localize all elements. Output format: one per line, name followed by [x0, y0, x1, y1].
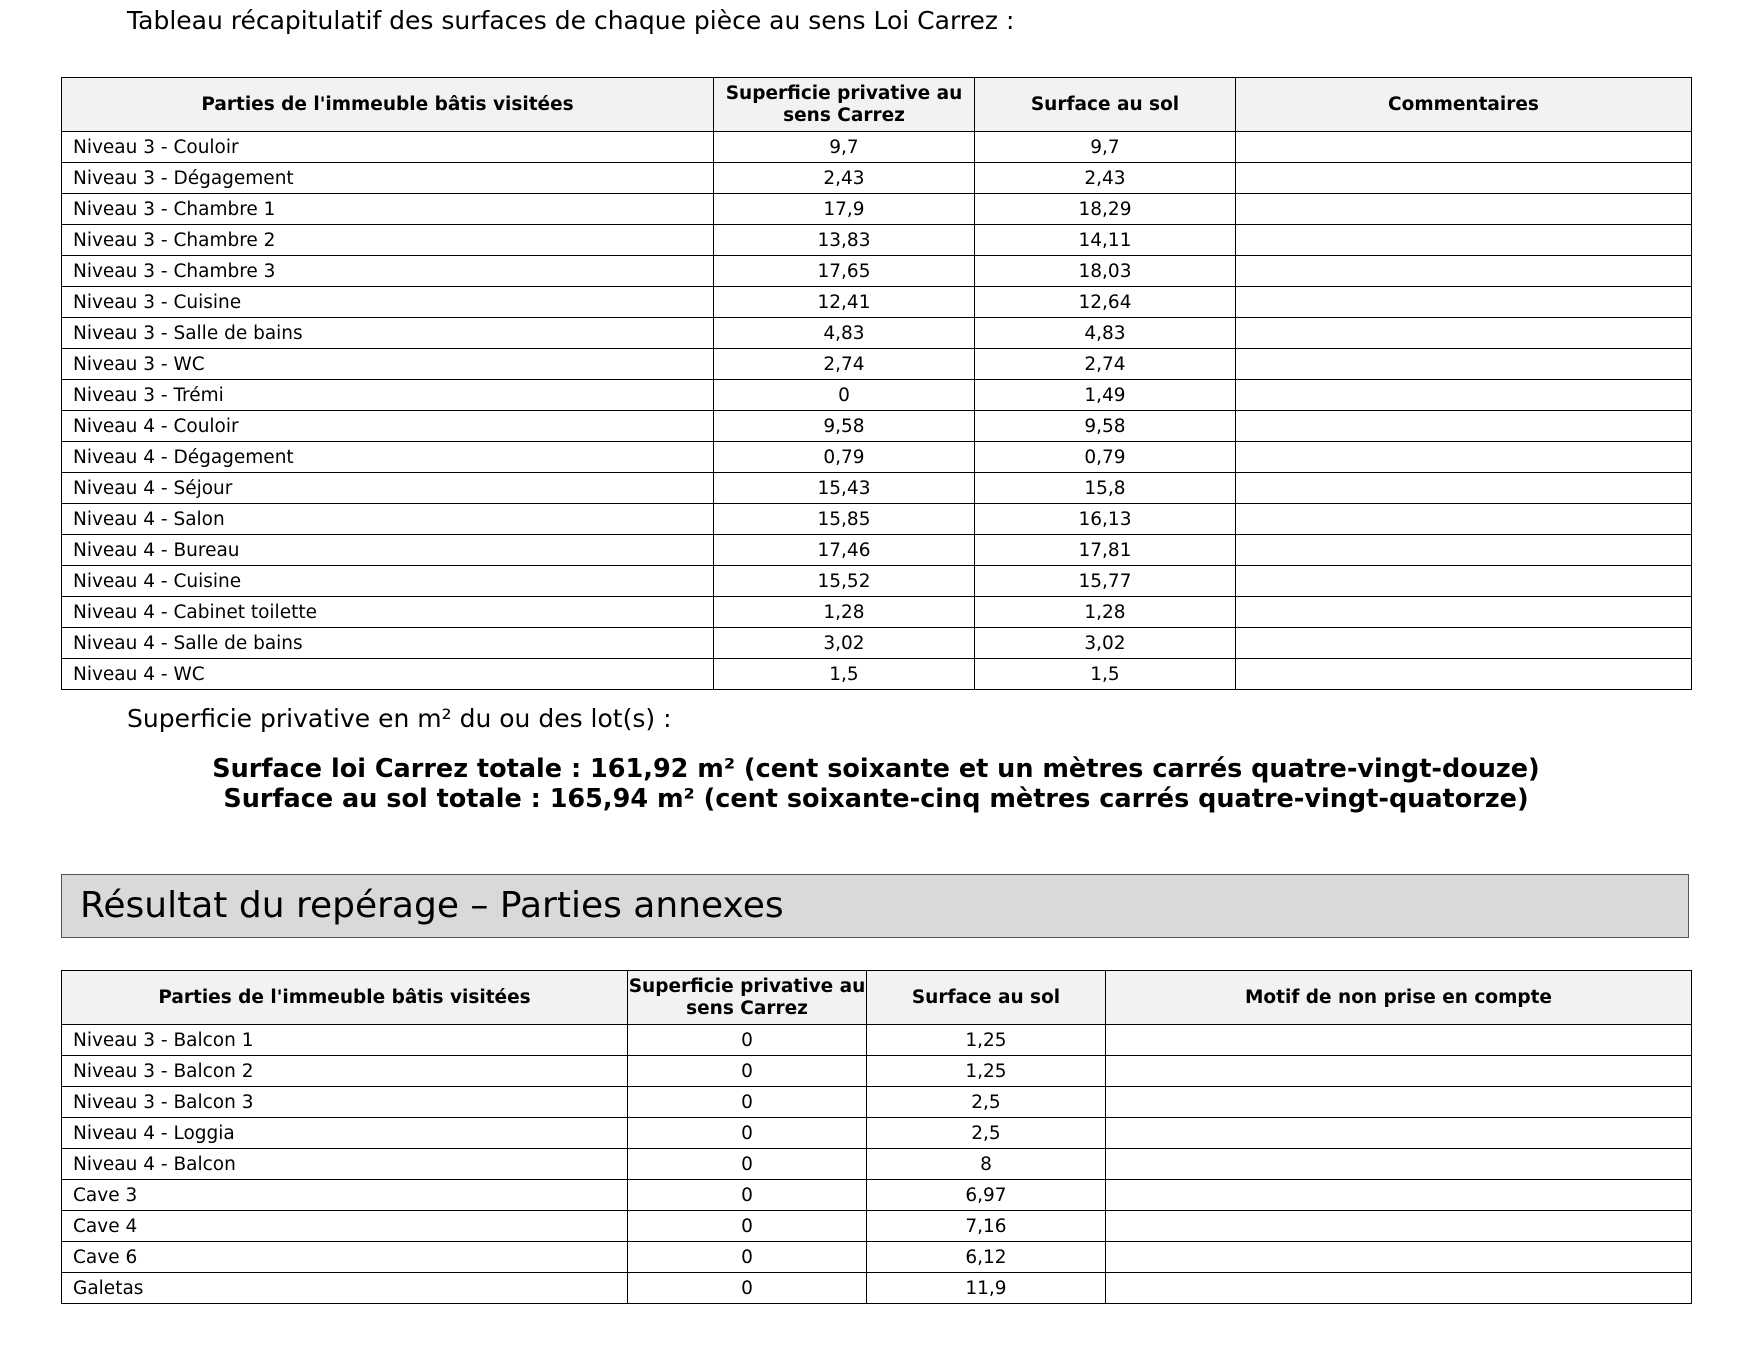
- table-row: [62, 194, 1692, 225]
- comment-cell: [1236, 380, 1692, 411]
- comment-cell: [1236, 442, 1692, 473]
- sol-value: 1,49: [975, 380, 1236, 411]
- sol-value: 6,12: [867, 1242, 1106, 1273]
- table-row: [62, 442, 1692, 473]
- col-header-carrez: Superficie privative au sens Carrez: [628, 971, 867, 1025]
- table-row: [62, 380, 1692, 411]
- carrez-value: 1,28: [714, 597, 975, 628]
- carrez-value: 17,65: [714, 256, 975, 287]
- table-row: [62, 535, 1692, 566]
- carrez-surface-table: [61, 77, 1692, 690]
- sol-value: 12,64: [975, 287, 1236, 318]
- carrez-value: 0,79: [714, 442, 975, 473]
- table-row: [62, 628, 1692, 659]
- section-header-annexes: [61, 874, 1689, 938]
- carrez-value: 0: [628, 1056, 867, 1087]
- carrez-value: 4,83: [714, 318, 975, 349]
- sol-value: 4,83: [975, 318, 1236, 349]
- table-row: [62, 1149, 1692, 1180]
- motif-cell: [1106, 1180, 1692, 1211]
- comment-cell: [1236, 566, 1692, 597]
- annex-name: Niveau 4 - Balcon: [62, 1149, 628, 1180]
- comment-cell: [1236, 628, 1692, 659]
- motif-cell: [1106, 1118, 1692, 1149]
- table-row: [62, 256, 1692, 287]
- col-header-sol: Surface au sol: [975, 78, 1236, 132]
- sol-value: 0,79: [975, 442, 1236, 473]
- col-header-parties: Parties de l'immeuble bâtis visitées: [62, 78, 714, 132]
- comment-cell: [1236, 132, 1692, 163]
- room-name: Niveau 3 - Dégagement: [62, 163, 714, 194]
- carrez-value: 0: [714, 380, 975, 411]
- table-row: [62, 473, 1692, 504]
- carrez-value: 15,85: [714, 504, 975, 535]
- col-header-sol: Surface au sol: [867, 971, 1106, 1025]
- table-row: [62, 1118, 1692, 1149]
- sol-value: 1,28: [975, 597, 1236, 628]
- carrez-value: 3,02: [714, 628, 975, 659]
- table-row: [62, 1273, 1692, 1304]
- room-name: Niveau 3 - Cuisine: [62, 287, 714, 318]
- motif-cell: [1106, 1025, 1692, 1056]
- annex-name: Niveau 3 - Balcon 2: [62, 1056, 628, 1087]
- room-name: Niveau 4 - Bureau: [62, 535, 714, 566]
- room-name: Niveau 3 - Trémi: [62, 380, 714, 411]
- total-sol: Surface au sol totale : 165,94 m² (cent soixante-cinq mètres carrés quatre-vingt-quatorze): [223, 784, 1529, 814]
- table-row: [62, 504, 1692, 535]
- sol-value: 17,81: [975, 535, 1236, 566]
- table-row: [62, 566, 1692, 597]
- totals-block: [61, 754, 1691, 814]
- comment-cell: [1236, 504, 1692, 535]
- sol-value: 7,16: [867, 1211, 1106, 1242]
- table-row: [62, 1025, 1692, 1056]
- comment-cell: [1236, 659, 1692, 690]
- section-title: Résultat du repérage – Parties annexes: [80, 885, 784, 926]
- carrez-value: 12,41: [714, 287, 975, 318]
- sol-value: 18,03: [975, 256, 1236, 287]
- carrez-value: 9,7: [714, 132, 975, 163]
- carrez-value: 0: [628, 1273, 867, 1304]
- comment-cell: [1236, 597, 1692, 628]
- comment-cell: [1236, 411, 1692, 442]
- table-row: [62, 225, 1692, 256]
- sol-value: 3,02: [975, 628, 1236, 659]
- table-row: [62, 1087, 1692, 1118]
- carrez-value: 0: [628, 1118, 867, 1149]
- table-row: [62, 659, 1692, 690]
- table-row: [62, 597, 1692, 628]
- carrez-value: 0: [628, 1242, 867, 1273]
- sol-value: 1,25: [867, 1025, 1106, 1056]
- comment-cell: [1236, 349, 1692, 380]
- sol-value: 2,5: [867, 1087, 1106, 1118]
- carrez-value: 17,9: [714, 194, 975, 225]
- room-name: Niveau 4 - WC: [62, 659, 714, 690]
- sol-value: 1,25: [867, 1056, 1106, 1087]
- sol-value: 1,5: [975, 659, 1236, 690]
- sol-value: 18,29: [975, 194, 1236, 225]
- annex-name: Galetas: [62, 1273, 628, 1304]
- table-row: [62, 411, 1692, 442]
- col-header-motif: Motif de non prise en compte: [1106, 971, 1692, 1025]
- room-name: Niveau 4 - Cuisine: [62, 566, 714, 597]
- motif-cell: [1106, 1242, 1692, 1273]
- annex-name: Cave 6: [62, 1242, 628, 1273]
- col-header-commentaires: Commentaires: [1236, 78, 1692, 132]
- table-row: [62, 318, 1692, 349]
- comment-cell: [1236, 256, 1692, 287]
- carrez-value: 1,5: [714, 659, 975, 690]
- motif-cell: [1106, 1273, 1692, 1304]
- carrez-value: 17,46: [714, 535, 975, 566]
- motif-cell: [1106, 1149, 1692, 1180]
- annex-name: Niveau 3 - Balcon 3: [62, 1087, 628, 1118]
- room-name: Niveau 3 - Chambre 1: [62, 194, 714, 225]
- room-name: Niveau 4 - Couloir: [62, 411, 714, 442]
- carrez-value: 2,74: [714, 349, 975, 380]
- room-name: Niveau 4 - Séjour: [62, 473, 714, 504]
- comment-cell: [1236, 194, 1692, 225]
- table-row: [62, 1211, 1692, 1242]
- table-row: [62, 163, 1692, 194]
- comment-cell: [1236, 318, 1692, 349]
- carrez-value: 0: [628, 1087, 867, 1118]
- room-name: Niveau 4 - Cabinet toilette: [62, 597, 714, 628]
- sol-value: 2,5: [867, 1118, 1106, 1149]
- annex-name: Cave 4: [62, 1211, 628, 1242]
- carrez-value: 0: [628, 1149, 867, 1180]
- sol-value: 2,43: [975, 163, 1236, 194]
- col-header-carrez: Superficie privative au sens Carrez: [714, 78, 975, 132]
- lot-surface-label: Superficie privative en m² du ou des lot(s) :: [127, 704, 672, 733]
- carrez-value: 2,43: [714, 163, 975, 194]
- sol-value: 15,8: [975, 473, 1236, 504]
- total-carrez: Surface loi Carrez totale : 161,92 m² (cent soixante et un mètres carrés quatre-vingt-douze): [212, 754, 1540, 784]
- sol-value: 15,77: [975, 566, 1236, 597]
- comment-cell: [1236, 535, 1692, 566]
- carrez-value: 15,52: [714, 566, 975, 597]
- comment-cell: [1236, 287, 1692, 318]
- sol-value: 9,7: [975, 132, 1236, 163]
- motif-cell: [1106, 1056, 1692, 1087]
- annex-surface-table: [61, 970, 1692, 1304]
- room-name: Niveau 3 - Salle de bains: [62, 318, 714, 349]
- annex-name: Niveau 3 - Balcon 1: [62, 1025, 628, 1056]
- carrez-value: 0: [628, 1211, 867, 1242]
- intro-heading: Tableau récapitulatif des surfaces de chaque pièce au sens Loi Carrez :: [127, 6, 1015, 35]
- room-name: Niveau 3 - Chambre 3: [62, 256, 714, 287]
- sol-value: 8: [867, 1149, 1106, 1180]
- annex-name: Cave 3: [62, 1180, 628, 1211]
- table-row: [62, 1242, 1692, 1273]
- carrez-value: 13,83: [714, 225, 975, 256]
- room-name: Niveau 3 - Couloir: [62, 132, 714, 163]
- room-name: Niveau 3 - Chambre 2: [62, 225, 714, 256]
- table-row: [62, 1056, 1692, 1087]
- sol-value: 14,11: [975, 225, 1236, 256]
- table-header-row: [62, 971, 1692, 1025]
- table-row: [62, 349, 1692, 380]
- sol-value: 11,9: [867, 1273, 1106, 1304]
- sol-value: 6,97: [867, 1180, 1106, 1211]
- sol-value: 9,58: [975, 411, 1236, 442]
- comment-cell: [1236, 225, 1692, 256]
- room-name: Niveau 4 - Dégagement: [62, 442, 714, 473]
- table-row: [62, 287, 1692, 318]
- comment-cell: [1236, 473, 1692, 504]
- room-name: Niveau 3 - WC: [62, 349, 714, 380]
- table-header-row: [62, 78, 1692, 132]
- sol-value: 2,74: [975, 349, 1236, 380]
- table-row: [62, 1180, 1692, 1211]
- col-header-parties: Parties de l'immeuble bâtis visitées: [62, 971, 628, 1025]
- room-name: Niveau 4 - Salle de bains: [62, 628, 714, 659]
- motif-cell: [1106, 1087, 1692, 1118]
- carrez-value: 0: [628, 1025, 867, 1056]
- motif-cell: [1106, 1211, 1692, 1242]
- table-row: [62, 132, 1692, 163]
- carrez-value: 0: [628, 1180, 867, 1211]
- room-name: Niveau 4 - Salon: [62, 504, 714, 535]
- carrez-value: 15,43: [714, 473, 975, 504]
- sol-value: 16,13: [975, 504, 1236, 535]
- annex-name: Niveau 4 - Loggia: [62, 1118, 628, 1149]
- carrez-value: 9,58: [714, 411, 975, 442]
- comment-cell: [1236, 163, 1692, 194]
